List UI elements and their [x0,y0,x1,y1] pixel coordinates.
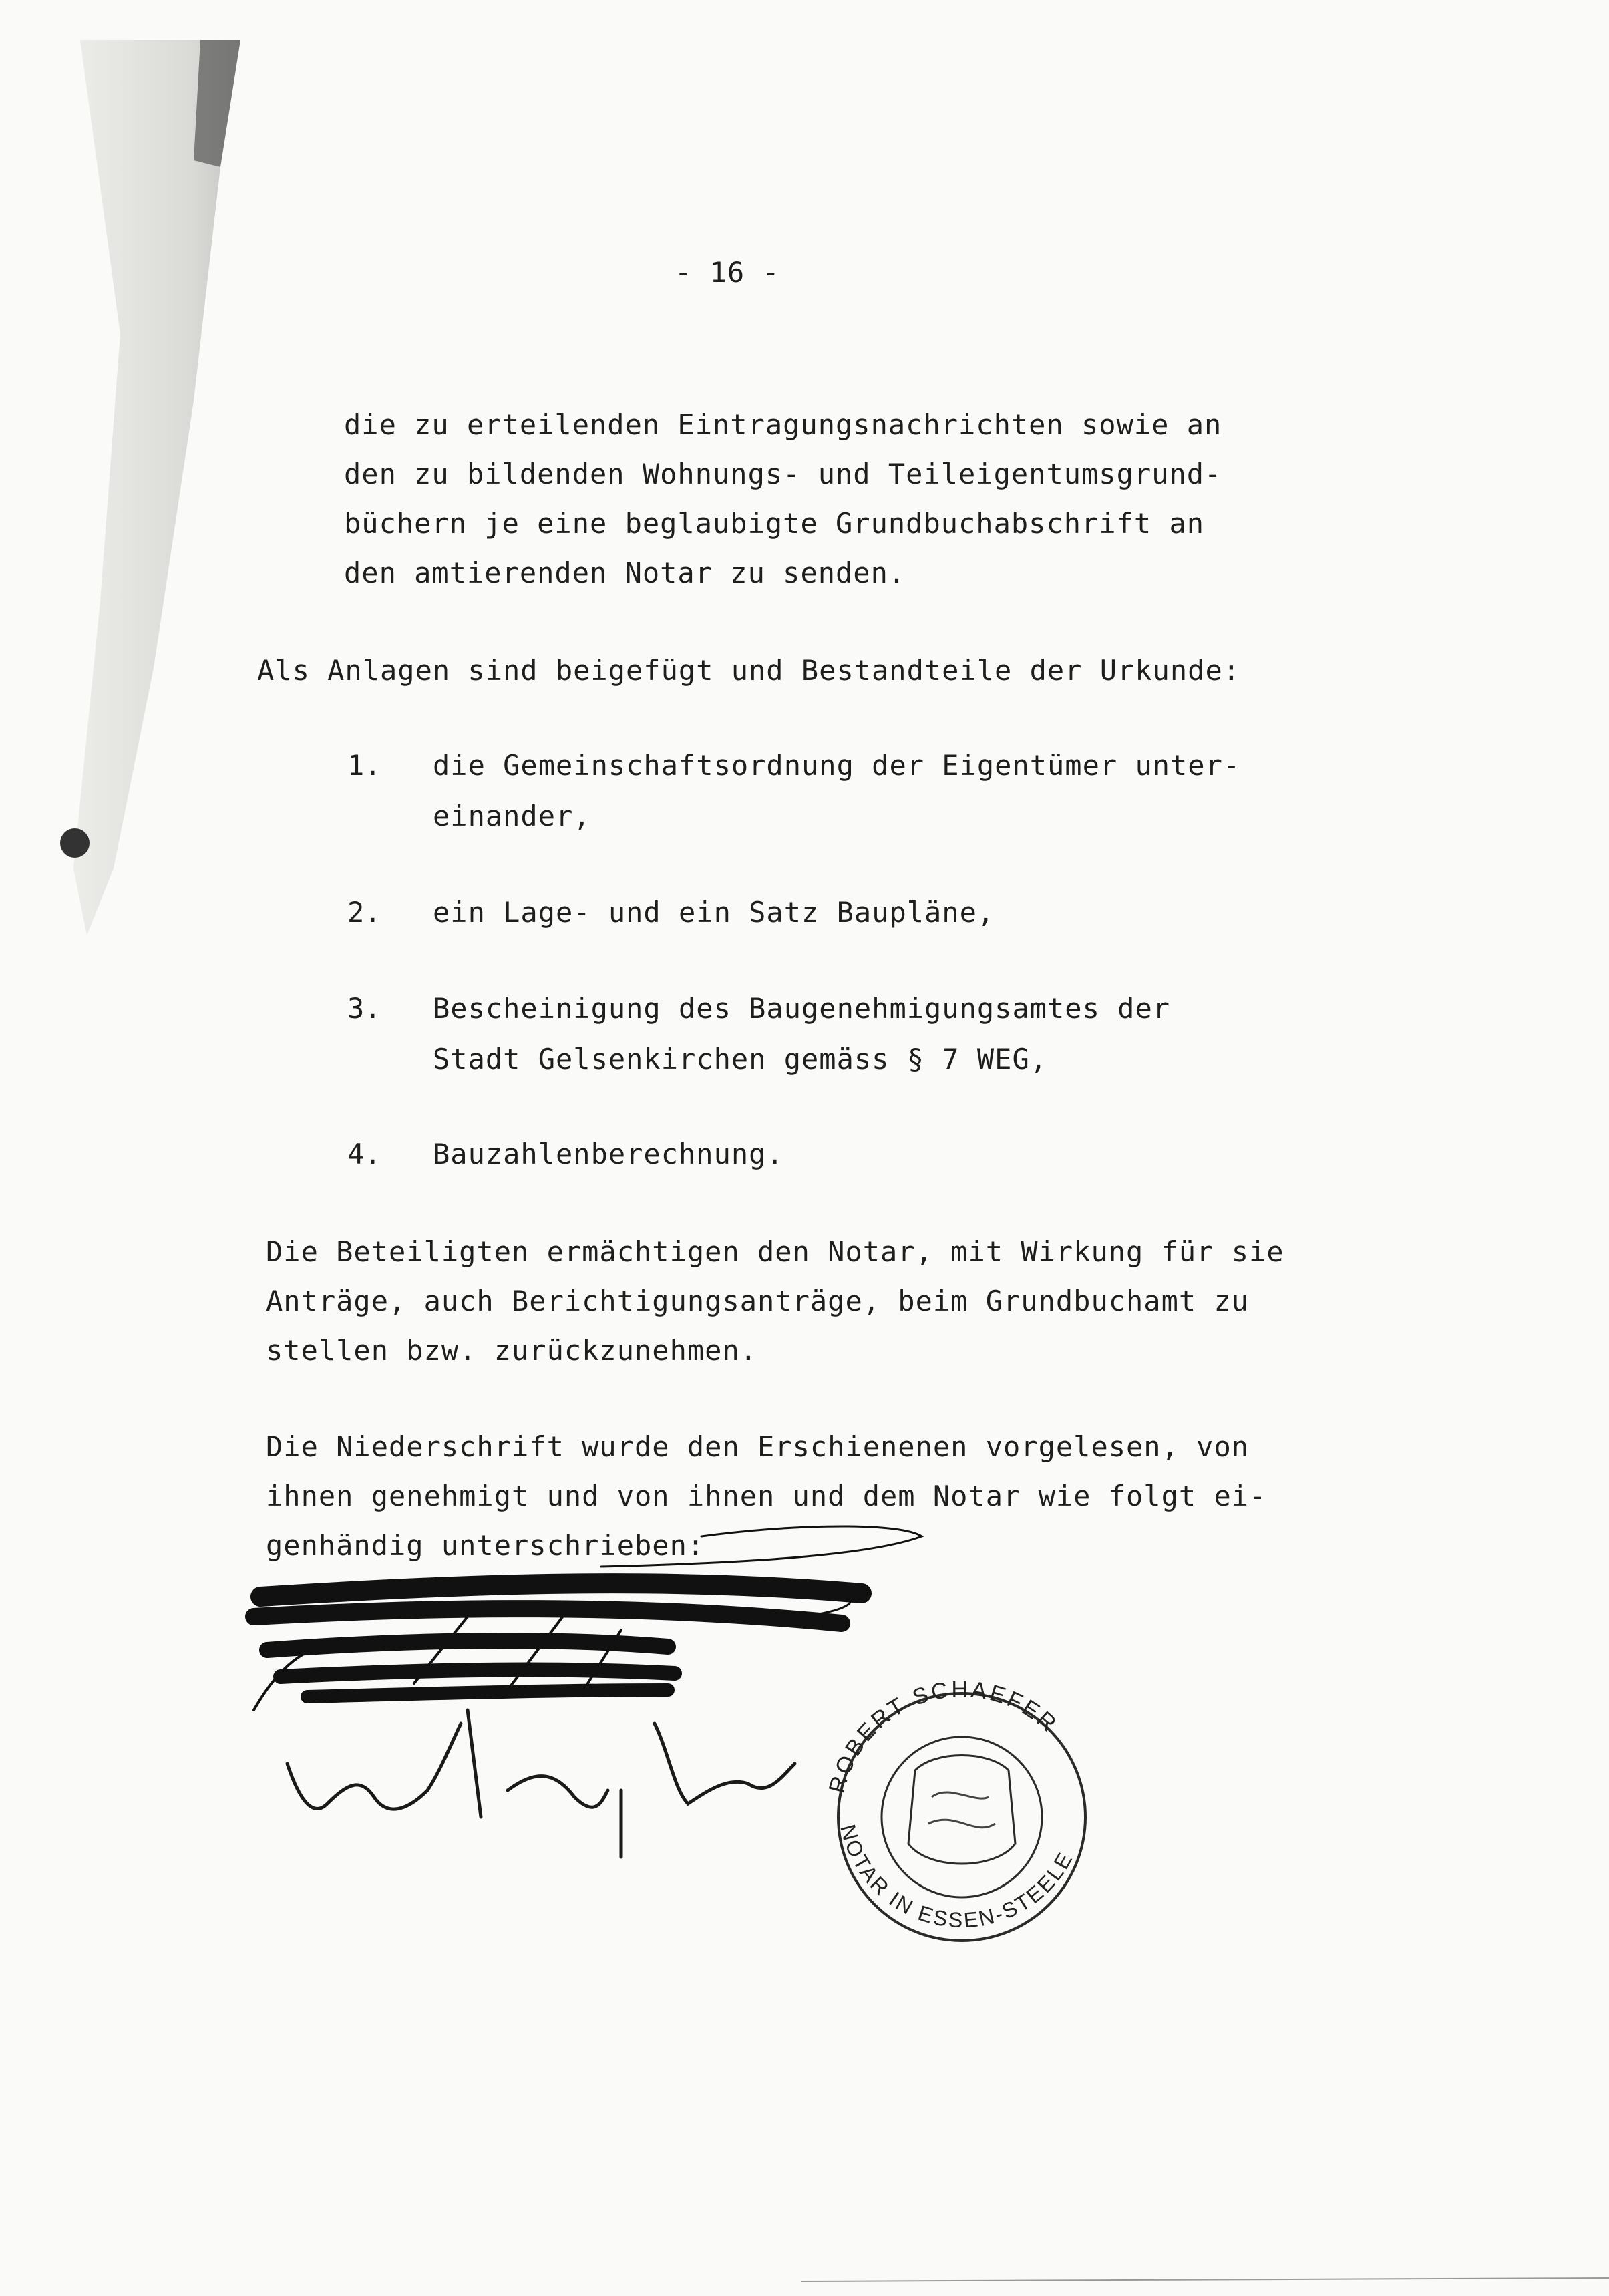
paragraph-3-line-2: ihnen genehmigt und von ihnen und dem Notar wie folgt ei- [266,1480,1267,1512]
svg-text:ROBERT SCHAEFER [824,1677,1063,1796]
attachment-3-line-2: Stadt Gelsenkirchen gemäss § 7 WEG, [433,1043,1048,1076]
attachment-2-line-1: ein Lage- und ein Satz Baupläne, [433,896,995,929]
paragraph-1-line-4: den amtierenden Notar zu senden. [344,556,906,589]
attachment-number-1: 1. [347,749,381,782]
paragraph-2-line-3: stellen bzw. zurückzunehmen. [266,1334,758,1367]
paragraph-3-line-1: Die Niederschrift wurde den Erschienenen vorgelesen, von [266,1430,1250,1463]
paragraph-1-line-1: die zu erteilenden Eintragungsnachrichten sowie an [344,408,1222,441]
seal-bottom-text: NOTAR IN ESSEN-STEELE [836,1822,1078,1933]
attachment-1-line-2: einander, [433,800,591,832]
paragraph-1-line-3: büchern je eine beglaubigte Grundbuchabschrift an [344,507,1205,540]
paragraph-3-line-3: genhändig unterschrieben: [266,1529,705,1562]
attachment-number-4: 4. [347,1138,381,1170]
paragraph-1-line-2: den zu bildenden Wohnungs- und Teileigentumsgrund- [344,458,1222,490]
svg-text:NOTAR IN ESSEN-STEELE [836,1822,1078,1932]
page-number: - 16 - [675,256,780,289]
paragraph-2-line-2: Anträge, auch Berichtigungsanträge, beim Grundbuchamt zu [266,1285,1250,1317]
attachments-heading: Als Anlagen sind beigefügt und Bestandteile der Urkunde: [257,654,1241,687]
coat-of-arms-icon [908,1756,1015,1864]
attachment-number-3: 3. [347,992,381,1025]
seal-top-text: ROBERT SCHAEFER [824,1676,1063,1796]
paragraph-2-line-1: Die Beteiligten ermächtigen den Notar, mit Wirkung für sie [266,1235,1284,1268]
attachment-3-line-1: Bescheinigung des Baugenehmigungsamtes der [433,992,1171,1025]
attachment-4-line-1: Bauzahlenberechnung. [433,1138,784,1170]
attachment-number-2: 2. [347,896,381,929]
attachment-1-line-1: die Gemeinschaftsordnung der Eigentümer unter- [433,749,1241,782]
